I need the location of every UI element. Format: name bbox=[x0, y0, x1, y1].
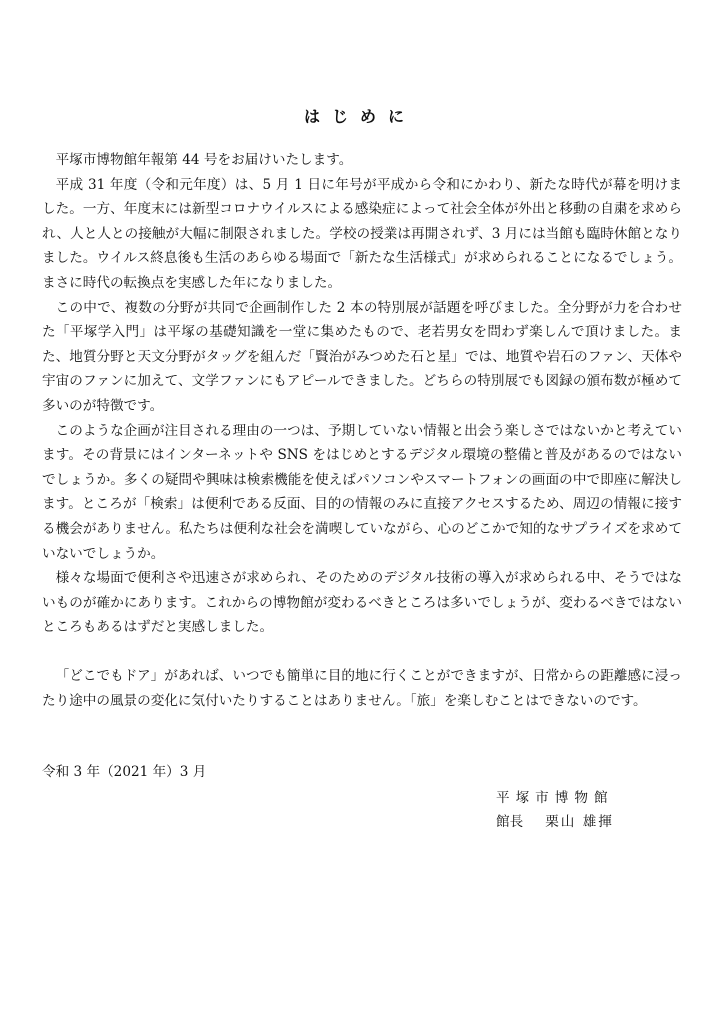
document-title: はじめに bbox=[303, 107, 416, 126]
paragraph-3: この中で、複数の分野が共同で企画制作した 2 本の特別展が話題を呼びました。全分野が力を合わせた「平塚学入門」は平塚の基礎知識を一堂に集めたもので、老若男女を問わず楽しんで頂けました。また、地質分野と天文分野がタッグを組んだ「賢治がみつめた石と星」では、地質や岩石のファン、天体や宇宙のファンに加えて、文学ファンにもアピールできました。どちらの特別展でも図録の頒布数が極めて多いのが特徴です。 bbox=[42, 299, 682, 414]
document-body bbox=[42, 148, 682, 714]
paragraph-4: このような企画が注目される理由の一つは、予期していない情報と出会う楽しさではないかと考えています。その背景にはインターネットや SNS をはじめとするデジタル環境の整備と普及があるのではないでしょうか。多くの疑問や興味は検索機能を使えばパソコンやスマートフォンの画面の中で即座に解決します。ところが「検索」は便利である反面、目的の情報のみに直接アクセスするため、周辺の情報に接する機会がありません。私たちは便利な社会を満喫していながら、心のどこかで知的なサプライズを求めていないでしょうか。 bbox=[42, 422, 682, 562]
paragraph-5: 様々な場面で便利さや迅速さが求められ、そのためのデジタル技術の導入が求められる中、そうではないものが確かにあります。これからの博物館が変わるべきところは多いでしょうが、変わるべきではないところもあるはずだと実感しました。 bbox=[42, 570, 682, 636]
director-role: 館長 bbox=[496, 814, 524, 830]
paragraph-2: 平成 31 年度（令和元年度）は、5 月 1 日に年号が平成から令和にかわり、新たな時代が幕を明けました。一方、年度末には新型コロナウイルスによる感染症によって社会全体が外出と移動の自粛を求められ、人と人との接触が大幅に制限されました。学校の授業は再開されず、3 月には当館も臨時休館となりました。ウイルス終息後も生活のあらゆる場面で「新たな生活様式」が求められることになるでしょう。まさに時代の転換点を実感した年になりました。 bbox=[42, 176, 682, 291]
organization-name: 平塚市博物館 bbox=[496, 790, 614, 806]
document-date: 令和 3 年（2021 年）3 月 bbox=[42, 764, 207, 780]
director-signature bbox=[496, 810, 614, 834]
paragraph-1: 平塚市博物館年報第 44 号をお届けいたします。 bbox=[55, 152, 353, 168]
director-name: 栗山 雄揮 bbox=[545, 814, 614, 830]
paragraph-6: 「どこでもドア」があれば、いつでも簡単に目的地に行くことができますが、日常からの距離感に浸ったり途中の風景の変化に気付いたりすることはありません。「旅」を楽しむことはできないのです。 bbox=[42, 668, 682, 710]
